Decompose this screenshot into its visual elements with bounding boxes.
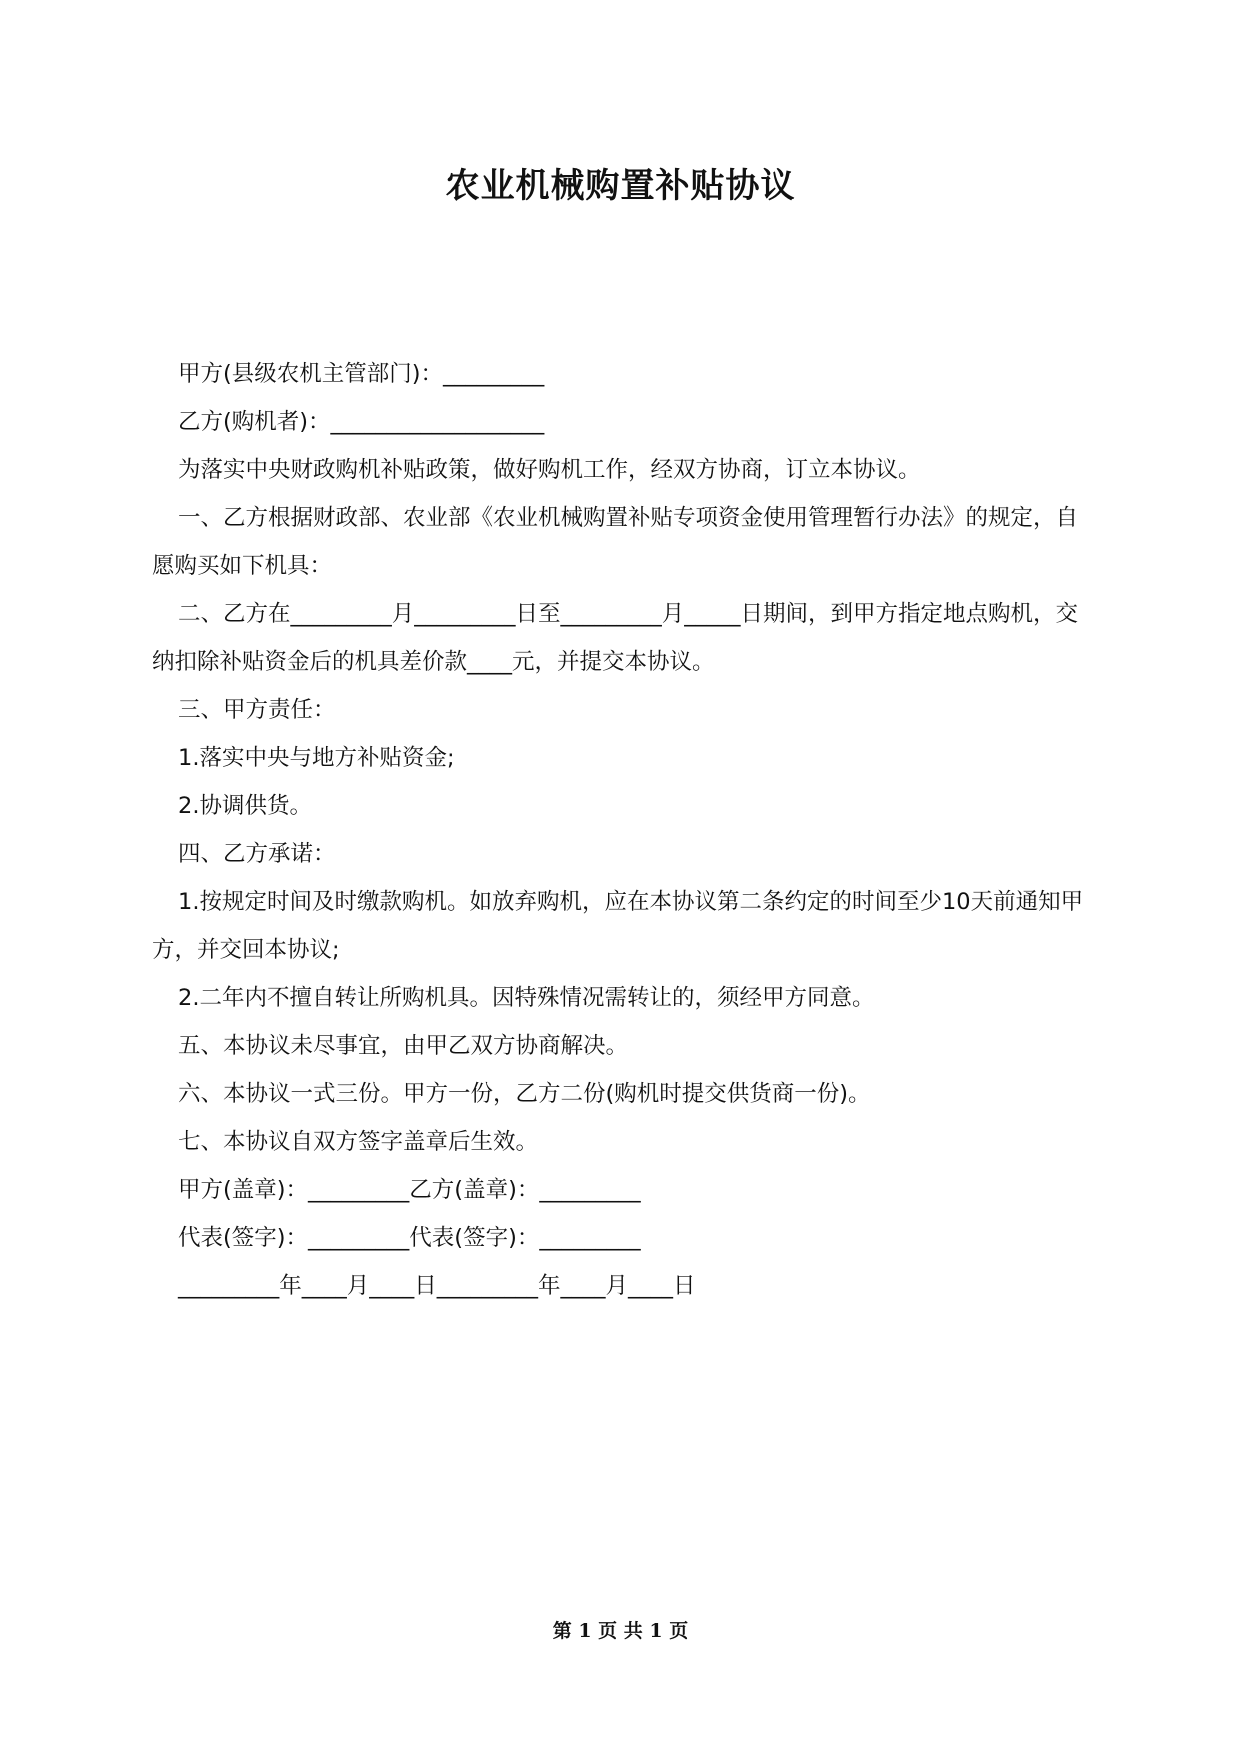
clause-4-item-2: 2.二年内不擅自转让所购机具。因特殊情况需转让的，须经甲方同意。 [178, 985, 875, 1011]
party-a-line: 甲方(县级农机主管部门)：_________ [178, 361, 545, 387]
clause-4-item-1: 1.按规定时间及时缴款购机。如放弃购机，应在本协议第二条约定的时间至少10天前通知甲方，并交回本协议; [152, 889, 1084, 963]
clause-3-heading: 三、甲方责任： [178, 697, 336, 723]
clause-4-heading: 四、乙方承诺： [178, 841, 336, 867]
document-body [152, 350, 1092, 1310]
page-number: 第 1 页 共 1 页 [552, 1620, 689, 1642]
clause-6: 六、本协议一式三份。甲方一份，乙方二份(购机时提交供货商一份)。 [178, 1081, 871, 1107]
clause-2: 二、乙方在_________月_________日至_________月_____日期间，到甲方指定地点购机，交纳扣除补贴资金后的机具差价款____元，并提交本协议。 [152, 601, 1079, 675]
preamble-paragraph: 为落实中央财政购机补贴政策，做好购机工作，经双方协商，订立本协议。 [178, 457, 921, 483]
clause-1: 一、乙方根据财政部、农业部《农业机械购置补贴专项资金使用管理暂行办法》的规定，自愿购买如下机具： [152, 505, 1079, 579]
seal-line: 甲方(盖章)：_________乙方(盖章)：_________ [178, 1177, 641, 1203]
clause-3-item-1: 1.落实中央与地方补贴资金; [178, 745, 455, 771]
clause-7: 七、本协议自双方签字盖章后生效。 [178, 1129, 539, 1155]
clause-3-item-2: 2.协调供货。 [178, 793, 312, 819]
signature-line: 代表(签字)：_________代表(签字)：_________ [178, 1225, 641, 1251]
document-title: 农业机械购置补贴协议 [445, 166, 796, 206]
clause-5: 五、本协议未尽事宜，由甲乙双方协商解决。 [178, 1033, 629, 1059]
party-b-line: 乙方(购机者)：___________________ [178, 409, 545, 435]
date-line: _________年____月____日_________年____月____日 [178, 1273, 696, 1299]
